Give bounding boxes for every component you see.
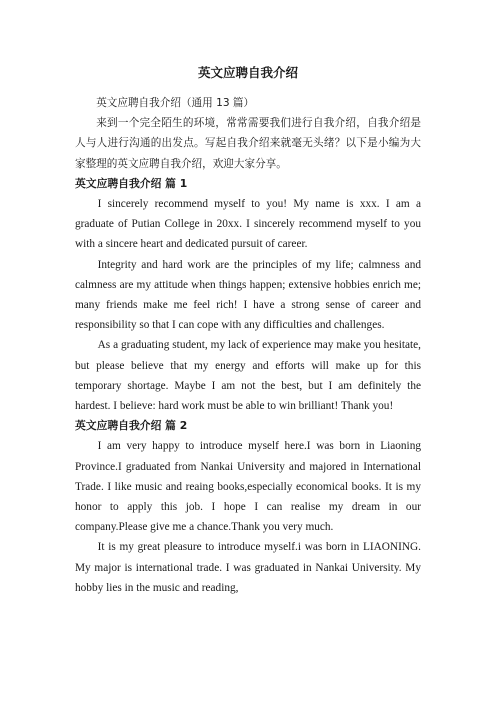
- section-2-paragraph-2: It is my great pleasure to introduce myself.i was born in LIAONING. My major is international trade. I was graduated in Nankai University. My hobby lies in the music and reading,: [75, 541, 421, 594]
- intro-paragraph: 来到一个完全陌生的环境，常常需要我们进行自我介绍，自我介绍是人与人进行沟通的出发点。写起自我介绍来就毫无头绪？以下是小编为大家整理的英文应聘自我介绍，欢迎大家分享。: [75, 117, 421, 170]
- document-title: 英文应聘自我介绍: [197, 65, 298, 80]
- document-body: [75, 93, 421, 598]
- section-heading-2: 英文应聘自我介绍 篇 2: [75, 419, 188, 433]
- intro-subtitle: 英文应聘自我介绍（通用 13 篇）: [96, 97, 255, 109]
- section-1-paragraph-3: As a graduating student, my lack of experience may make you hesitate, but please believe that my energy and efforts will make up for this temporary shortage. Maybe I am not the best, but I am definitely the hardest. I believe: hard work must be able to win brilliant! Thank you!: [75, 339, 421, 413]
- section-2-paragraph-1: I am very happy to introduce myself here.I was born in Liaoning Province.I graduated from Nankai University and majored in International Trade. I like music and reaing books,especially economical books. It is my honor to apply this job. I hope I can realise my dream in our company.Please give me a chance.Thank you very much.: [75, 440, 421, 534]
- section-1-paragraph-1: I sincerely recommend myself to you! My name is xxx. I am a graduate of Putian College in 20xx. I sincerely recommend myself to you with a sincere heart and dedicated pursuit of career.: [75, 198, 421, 251]
- section-heading-1: 英文应聘自我介绍 篇 1: [75, 176, 188, 190]
- section-1-paragraph-2: Integrity and hard work are the principles of my life; calmness and calmness are my attitude when things happen; extensive hobbies enrich me; many friends make me feel rich! I have a strong sense of career and responsibility so that I can cope with any difficulties and challenges.: [75, 258, 421, 332]
